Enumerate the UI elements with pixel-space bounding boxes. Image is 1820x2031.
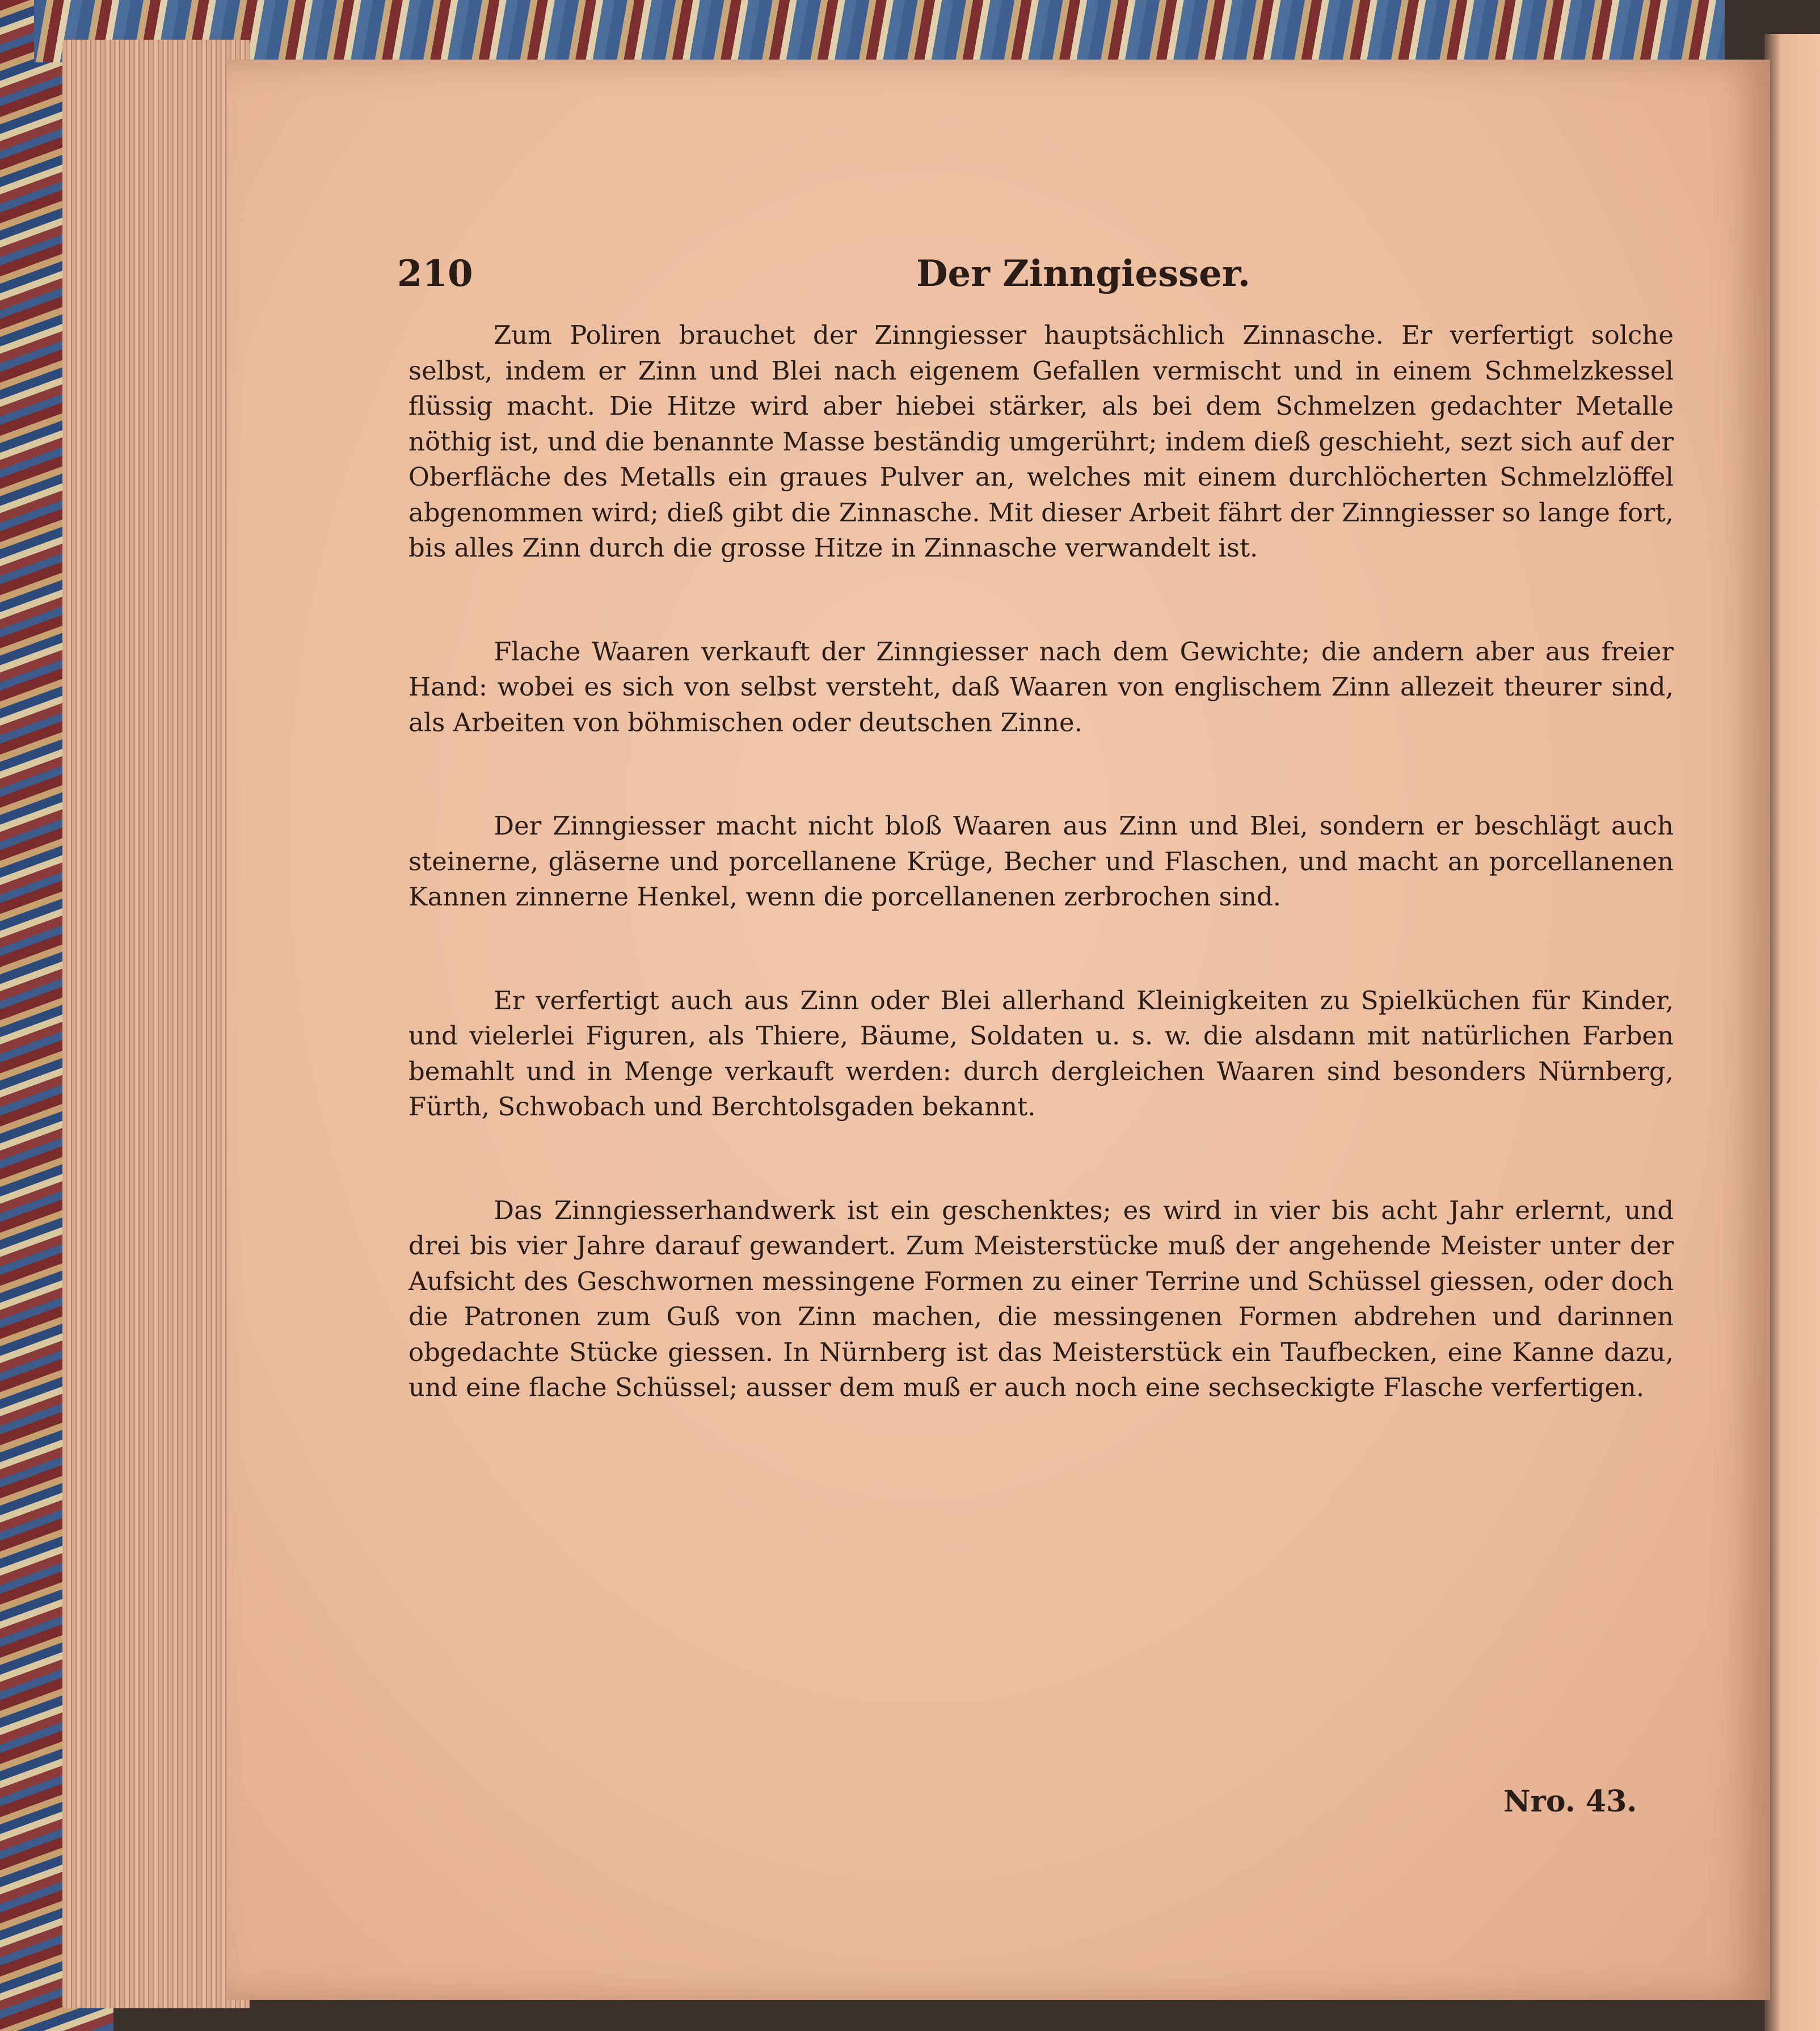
paragraph: Flache Waaren verkauft der Zinngiesser nach dem Gewichte; die andern aber aus freier Hand: wobei es sich von selbst versteht, daß Waaren von englischem Zinn allezeit theurer sind, als Arbeiten von böhmischen oder deutschen Zinne. <box>408 636 1674 738</box>
paragraph: Er verfertigt auch aus Zinn oder Blei allerhand Kleinigkeiten zu Spielküchen für Kinder, und vielerlei Figuren, als Thiere, Bäume, Soldaten u. s. w. die alsdann mit natürlichen Farben bemahlt und in Menge verkauft werden: durch dergleichen Waaren sind besonders Nürnberg, Fürth, Schwobach und Berchtolsgaden bekannt. <box>408 985 1674 1122</box>
page-header <box>397 252 1674 304</box>
catchword: Nro. 43. <box>1503 1784 1637 1819</box>
page-body <box>408 318 1674 1474</box>
paragraph: Das Zinngiesserhandwerk ist ein geschenktes; es wird in vier bis acht Jahr erlernt, und drei bis vier Jahre darauf gewandert. Zum Meisterstücke muß der angehende Meister unter der Aufsicht des Geschwornen messingene Formen zu einer Terrine und Schüssel giessen, oder doch die Patronen zum Guß von Zinn machen, die messingenen Formen abdrehen und darinnen obgedachte Stücke giessen. In Nürnberg ist das Meisterstück ein Taufbecken, eine Kanne dazu, und eine flache Schüssel; ausser dem muß er auch noch eine sechseckigte Flasche verfertigen. <box>408 1195 1674 1402</box>
running-title: Der Zinngiesser. <box>916 252 1250 295</box>
marbled-cover-top <box>34 0 1725 62</box>
page-block-edges <box>62 40 250 2008</box>
facing-page-gutter <box>1764 34 1820 2031</box>
page-number: 210 <box>397 252 473 295</box>
paragraph: Zum Poliren brauchet der Zinngiesser hauptsächlich Zinnasche. Er verfertigt solche selbst, indem er Zinn und Blei nach eigenem Gefallen vermischt und in einem Schmelzkessel flüssig macht. Die Hitze wird aber hiebei stärker, als bei dem Schmelzen gedachter Metalle nöthig ist, und die benannte Masse beständig umgerührt; indem dieß geschieht, sezt sich auf der Oberfläche des Metalls ein graues Pulver an, welches mit einem durchlöcherten Schmelzlöffel abgenommen wird; dieß gibt die Zinnasche. Mit dieser Arbeit fährt der Zinngiesser so lange fort, bis alles Zinn durch die grosse Hitze in Zinnasche verwandelt ist. <box>408 320 1674 563</box>
paragraph: Der Zinngiesser macht nicht bloß Waaren aus Zinn und Blei, sondern er beschlägt auch steinerne, gläserne und porcellanene Krüge, Becher und Flaschen, und macht an porcellanenen Kannen zinnerne Henkel, wenn die porcellanenen zerbrochen sind. <box>408 811 1674 912</box>
